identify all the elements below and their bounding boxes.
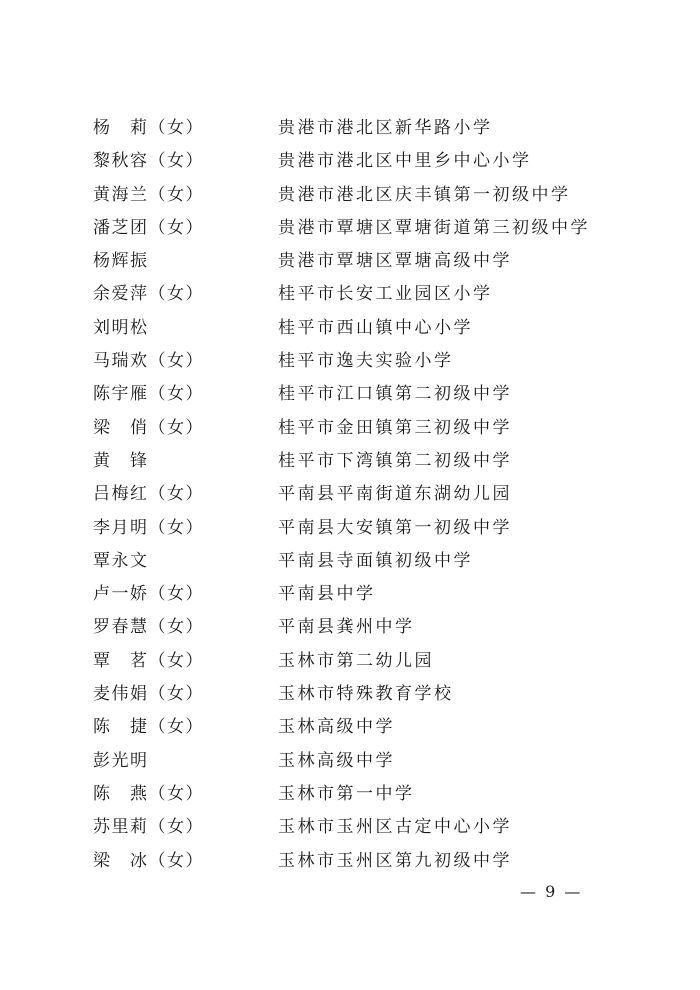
person-name: 刘明松	[93, 317, 149, 338]
person-name: 黄 锋	[93, 450, 149, 471]
school-name: 玉林高级中学	[278, 717, 395, 738]
list-item	[0, 278, 700, 311]
list-item	[0, 345, 700, 378]
school-name: 桂平市金田镇第三初级中学	[278, 417, 512, 438]
school-name: 桂平市长安工业园区小学	[278, 284, 493, 305]
list-item	[0, 778, 700, 811]
person-name: 苏里莉（女）	[93, 817, 204, 838]
award-list	[0, 112, 700, 878]
person-name: 陈宇雁（女）	[93, 384, 204, 405]
person-name: 吕梅红（女）	[93, 484, 204, 505]
school-name: 平南县中学	[278, 584, 376, 605]
school-name: 平南县平南街道东湖幼儿园	[278, 484, 512, 505]
school-name: 桂平市江口镇第二初级中学	[278, 384, 512, 405]
school-name: 贵港市覃塘区覃塘高级中学	[278, 251, 512, 272]
list-item	[0, 545, 700, 578]
school-name: 贵港市覃塘区覃塘街道第三初级中学	[278, 217, 590, 238]
school-name: 桂平市逸夫实验小学	[278, 351, 454, 372]
list-item	[0, 745, 700, 778]
person-name: 罗春慧（女）	[93, 617, 204, 638]
list-item	[0, 811, 700, 844]
person-name: 陈 燕（女）	[93, 783, 204, 804]
person-name: 梁 冰（女）	[93, 850, 204, 871]
list-item	[0, 312, 700, 345]
list-item	[0, 611, 700, 644]
page-number: — 9 —	[520, 882, 583, 901]
list-item	[0, 145, 700, 178]
list-item	[0, 245, 700, 278]
person-name: 覃 茗（女）	[93, 650, 204, 671]
person-name: 潘芝团（女）	[93, 217, 204, 238]
person-name: 陈 捷（女）	[93, 717, 204, 738]
list-item	[0, 412, 700, 445]
person-name: 杨 莉（女）	[93, 118, 204, 138]
school-name: 平南县大安镇第一初级中学	[278, 517, 512, 538]
person-name: 彭光明	[93, 750, 149, 771]
school-name: 平南县寺面镇初级中学	[278, 550, 473, 571]
school-name: 玉林市玉州区古定中心小学	[278, 817, 512, 838]
school-name: 桂平市西山镇中心小学	[278, 317, 473, 338]
school-name: 贵港市港北区中里乡中心小学	[278, 151, 532, 172]
school-name: 玉林市特殊教育学校	[278, 684, 454, 705]
person-name: 麦伟娟（女）	[93, 684, 204, 705]
person-name: 梁 俏（女）	[93, 417, 204, 438]
person-name: 黄海兰（女）	[93, 184, 204, 205]
list-item	[0, 378, 700, 411]
school-name: 玉林市玉州区第九初级中学	[278, 850, 512, 871]
person-name: 卢一娇（女）	[93, 584, 204, 605]
school-name: 贵港市港北区新华路小学	[278, 118, 493, 138]
school-name: 玉林市第二幼儿园	[278, 650, 434, 671]
person-name: 李月明（女）	[93, 517, 204, 538]
list-item	[0, 179, 700, 212]
list-item	[0, 445, 700, 478]
list-item	[0, 845, 700, 878]
list-item	[0, 478, 700, 511]
person-name: 余爱萍（女）	[93, 284, 204, 305]
person-name: 黎秋容（女）	[93, 151, 204, 172]
school-name: 平南县龚州中学	[278, 617, 415, 638]
list-item	[0, 512, 700, 545]
school-name: 贵港市港北区庆丰镇第一初级中学	[278, 184, 571, 205]
school-name: 玉林市第一中学	[278, 783, 415, 804]
list-item	[0, 212, 700, 245]
list-item	[0, 112, 700, 145]
school-name: 桂平市下湾镇第二初级中学	[278, 450, 512, 471]
person-name: 马瑞欢（女）	[93, 351, 204, 372]
list-item	[0, 645, 700, 678]
list-item	[0, 578, 700, 611]
person-name: 覃永文	[93, 550, 149, 571]
list-item	[0, 678, 700, 711]
school-name: 玉林高级中学	[278, 750, 395, 771]
person-name: 杨辉振	[93, 251, 149, 272]
list-item	[0, 711, 700, 744]
